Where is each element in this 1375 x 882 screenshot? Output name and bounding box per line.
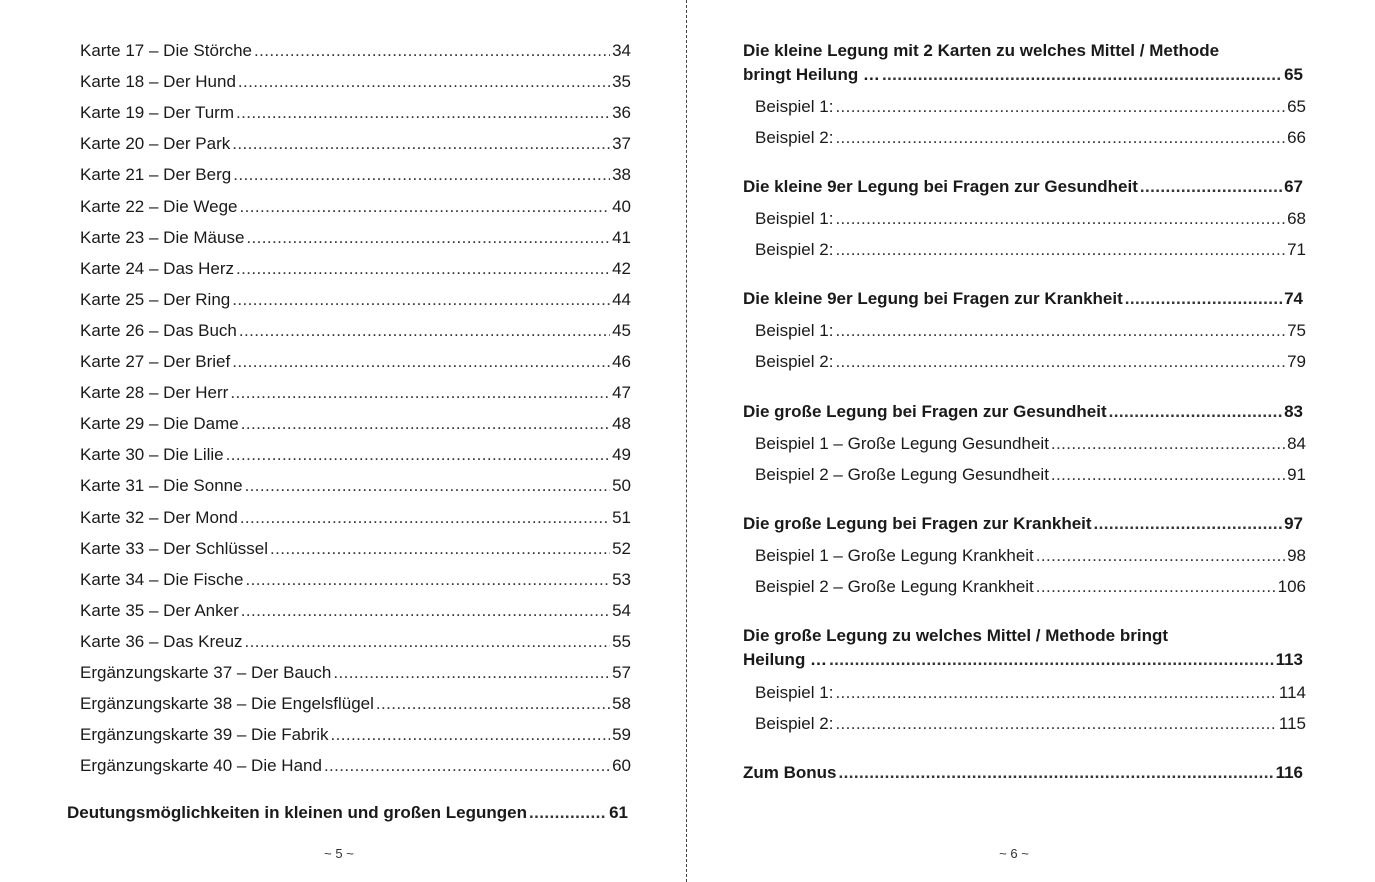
- toc-page-number: 58: [612, 694, 631, 714]
- toc-label: Karte 34 – Die Fische: [80, 569, 244, 589]
- toc-entry-karte[interactable]: [80, 258, 631, 279]
- toc-page-number: 45: [612, 320, 631, 340]
- leader-dots: [835, 320, 1285, 341]
- toc-page-number: 68: [1287, 209, 1306, 228]
- toc-label: Heilung …: [743, 650, 828, 669]
- toc-entry-karte[interactable]: [80, 196, 631, 217]
- toc-page-number: 60: [612, 756, 631, 776]
- toc-label: Beispiel 2 – Große Legung Gesundheit: [755, 465, 1049, 484]
- toc-entry-karte[interactable]: [80, 631, 631, 652]
- leader-dots: [835, 208, 1285, 229]
- toc-label: Karte 28 – Der Herr: [80, 383, 229, 403]
- leader-dots: [1036, 576, 1276, 597]
- leader-dots: [324, 755, 610, 776]
- toc-page-number: 42: [612, 258, 631, 278]
- toc-page-number: 91: [1287, 465, 1306, 484]
- left-page: [0, 0, 686, 882]
- toc-label: Karte 23 – Die Mäuse: [80, 227, 245, 247]
- toc-page-number: 48: [612, 414, 631, 434]
- toc-section-heading[interactable]: [743, 288, 1303, 309]
- leader-dots: [236, 258, 610, 279]
- toc-label: Beispiel 1:: [755, 683, 834, 702]
- toc-label: Beispiel 1:: [755, 321, 834, 340]
- toc-section-heading[interactable]: [743, 40, 1303, 85]
- toc-label: Karte 35 – Der Anker: [80, 600, 239, 620]
- toc-page-number: 65: [1284, 65, 1303, 84]
- toc-entry-beispiel[interactable]: [755, 239, 1306, 260]
- toc-entry-karte[interactable]: [80, 693, 631, 714]
- toc-page-number: 79: [1287, 352, 1306, 371]
- toc-heading-line1: Die große Legung zu welches Mittel / Methode bringt: [743, 626, 1169, 645]
- toc-entry-beispiel[interactable]: [755, 320, 1306, 341]
- toc-label: Beispiel 2:: [755, 240, 834, 259]
- leader-dots: [1094, 513, 1283, 534]
- toc-heading-deutung[interactable]: [67, 802, 628, 823]
- toc-label: Karte 30 – Die Lilie: [80, 445, 224, 465]
- toc-entry-karte[interactable]: [80, 755, 631, 776]
- toc-page-number: 75: [1287, 321, 1306, 340]
- leader-dots: [1140, 176, 1282, 197]
- toc-label: Karte 20 – Der Park: [80, 134, 231, 154]
- leader-dots: [245, 631, 611, 652]
- toc-page-number: 51: [612, 507, 631, 527]
- leader-dots: [241, 600, 610, 621]
- leader-dots: [882, 64, 1282, 85]
- toc-entry-karte[interactable]: [80, 71, 631, 92]
- toc-page-number: 38: [612, 165, 631, 185]
- leader-dots: [238, 71, 610, 92]
- toc-label: Karte 33 – Der Schlüssel: [80, 538, 269, 558]
- leader-dots: [835, 682, 1276, 703]
- toc-label: Beispiel 1:: [755, 97, 834, 116]
- toc-section-heading[interactable]: [743, 625, 1303, 670]
- toc-label: Die große Legung bei Fragen zur Gesundheit: [743, 402, 1107, 421]
- toc-entry-karte[interactable]: [80, 320, 631, 341]
- toc-label: Karte 21 – Der Berg: [80, 165, 232, 185]
- toc-page-number: 50: [612, 476, 631, 496]
- toc-label: bringt Heilung …: [743, 65, 880, 84]
- toc-entry-karte[interactable]: [80, 475, 631, 496]
- leader-dots: [246, 227, 610, 248]
- toc-page-number: 84: [1287, 434, 1306, 453]
- toc-entry-karte[interactable]: [80, 413, 631, 434]
- toc-label: Ergänzungskarte 40 – Die Hand: [80, 756, 322, 776]
- toc-label: Zum Bonus: [743, 763, 837, 782]
- toc-page-number: 49: [612, 445, 631, 465]
- toc-entry-beispiel[interactable]: [755, 682, 1306, 703]
- toc-label: Karte 25 – Der Ring: [80, 289, 231, 309]
- toc-entry-karte[interactable]: [80, 724, 631, 745]
- toc-label: Karte 22 – Die Wege: [80, 196, 238, 216]
- toc-label: Karte 29 – Die Dame: [80, 414, 239, 434]
- toc-label: Beispiel 2:: [755, 714, 834, 733]
- toc-page-number: 57: [612, 663, 631, 682]
- toc-page-number: 116: [1275, 763, 1303, 782]
- leader-dots: [1125, 288, 1282, 309]
- toc-page-number: 71: [1287, 240, 1306, 259]
- toc-entry-beispiel[interactable]: [755, 96, 1306, 117]
- toc-entry-karte[interactable]: [80, 662, 631, 683]
- leader-dots: [1051, 433, 1285, 454]
- toc-page-number: 36: [612, 103, 631, 123]
- leader-dots: [240, 196, 611, 217]
- leader-dots: [245, 475, 611, 496]
- toc-label: Deutungsmöglichkeiten in kleinen und großen Legungen: [67, 803, 527, 822]
- toc-page-number: 53: [612, 569, 631, 589]
- leader-dots: [839, 762, 1274, 783]
- toc-label: Beispiel 1 – Große Legung Krankheit: [755, 546, 1034, 565]
- toc-entry-beispiel[interactable]: [755, 127, 1306, 148]
- toc-page-number: 113: [1275, 650, 1303, 669]
- toc-page-number: 52: [612, 538, 631, 558]
- leader-dots: [1109, 401, 1282, 422]
- toc-entry-karte[interactable]: [80, 569, 631, 590]
- toc-entry-karte[interactable]: [80, 289, 631, 310]
- toc-entry-beispiel[interactable]: [755, 433, 1306, 454]
- toc-label: Beispiel 2 – Große Legung Krankheit: [755, 577, 1034, 596]
- toc-page-number: 114: [1278, 683, 1306, 702]
- leader-dots: [529, 802, 607, 823]
- toc-page-number: 40: [612, 196, 631, 216]
- leader-dots: [254, 40, 610, 61]
- toc-section-heading[interactable]: [743, 401, 1303, 422]
- toc-entry-karte[interactable]: [80, 538, 631, 559]
- toc-label: Karte 31 – Die Sonne: [80, 476, 243, 496]
- leader-dots: [240, 507, 610, 528]
- toc-entry-beispiel[interactable]: [755, 464, 1306, 485]
- toc-entry-karte[interactable]: [80, 40, 631, 61]
- toc-label: Karte 36 – Das Kreuz: [80, 631, 243, 651]
- toc-label: Ergänzungskarte 39 – Die Fabrik: [80, 725, 329, 745]
- toc-page-number: 47: [612, 383, 631, 403]
- toc-entry-karte[interactable]: [80, 164, 631, 185]
- leader-dots: [333, 662, 610, 683]
- toc-section-heading[interactable]: [743, 176, 1303, 197]
- toc-label: Die kleine 9er Legung bei Fragen zur Krankheit: [743, 289, 1123, 308]
- leader-dots: [233, 164, 610, 185]
- toc-label: Die große Legung bei Fragen zur Krankheit: [743, 514, 1092, 533]
- leader-dots: [230, 382, 610, 403]
- leader-dots: [835, 96, 1285, 117]
- toc-page-number: 34: [612, 41, 631, 60]
- leader-dots: [245, 569, 610, 590]
- toc-entry-beispiel[interactable]: [755, 351, 1306, 372]
- leader-dots: [376, 693, 610, 714]
- leader-dots: [232, 351, 610, 372]
- toc-page-number: 59: [612, 725, 631, 745]
- leader-dots: [1051, 464, 1285, 485]
- toc-label: Beispiel 2:: [755, 352, 834, 371]
- leader-dots: [226, 444, 610, 465]
- leader-dots: [835, 713, 1276, 734]
- toc-entry-karte[interactable]: [80, 227, 631, 248]
- toc-label: Karte 17 – Die Störche: [80, 41, 252, 60]
- leader-dots: [236, 102, 610, 123]
- toc-entry-beispiel[interactable]: [755, 576, 1306, 597]
- toc-page-number: 44: [612, 289, 631, 309]
- toc-heading-line1: Die kleine Legung mit 2 Karten zu welches Mittel / Methode: [743, 41, 1220, 60]
- page-number: ~ 6 ~: [999, 846, 1029, 861]
- toc-entry-beispiel[interactable]: [755, 208, 1306, 229]
- toc-entry-karte[interactable]: [80, 133, 631, 154]
- toc-page-number: 41: [612, 227, 631, 247]
- toc-entry-karte[interactable]: [80, 507, 631, 528]
- leader-dots: [241, 413, 610, 434]
- leader-dots: [232, 133, 610, 154]
- toc-page-number: 83: [1284, 402, 1303, 421]
- toc-label: Karte 32 – Der Mond: [80, 507, 238, 527]
- toc-entry-beispiel[interactable]: [755, 545, 1306, 566]
- toc-page-number: 54: [612, 600, 631, 620]
- toc-label: Beispiel 1 – Große Legung Gesundheit: [755, 434, 1049, 453]
- leader-dots: [239, 320, 610, 341]
- toc-page-number: 37: [612, 134, 631, 154]
- toc-page-number: 106: [1277, 577, 1306, 596]
- toc-entry-karte[interactable]: [80, 600, 631, 621]
- toc-label: Karte 24 – Das Herz: [80, 258, 235, 278]
- leader-dots: [1036, 545, 1285, 566]
- leader-dots: [835, 127, 1285, 148]
- leader-dots: [835, 239, 1285, 260]
- toc-label: Beispiel 1:: [755, 209, 834, 228]
- toc-section-heading[interactable]: [743, 513, 1303, 534]
- toc-label: Ergänzungskarte 38 – Die Engelsflügel: [80, 694, 374, 714]
- toc-page-number: 98: [1287, 546, 1306, 565]
- toc-label: Ergänzungskarte 37 – Der Bauch: [80, 663, 332, 682]
- toc-entry-karte[interactable]: [80, 382, 631, 403]
- leader-dots: [270, 538, 610, 559]
- toc-label: Karte 26 – Das Buch: [80, 320, 237, 340]
- toc-page-number: 61: [609, 803, 628, 822]
- toc-entry-karte[interactable]: [80, 102, 631, 123]
- toc-label: Karte 18 – Der Hund: [80, 72, 236, 92]
- leader-dots: [835, 351, 1285, 372]
- toc-entry-karte[interactable]: [80, 351, 631, 372]
- page-divider: [686, 0, 687, 882]
- right-page: [690, 0, 1375, 882]
- toc-page-number: 74: [1284, 289, 1303, 308]
- toc-page-number: 66: [1287, 128, 1306, 147]
- toc-label: Beispiel 2:: [755, 128, 834, 147]
- toc-label: Die kleine 9er Legung bei Fragen zur Gesundheit: [743, 177, 1138, 196]
- leader-dots: [232, 289, 610, 310]
- toc-label: Karte 27 – Der Brief: [80, 352, 231, 371]
- toc-page-number: 67: [1284, 177, 1303, 196]
- toc-entry-beispiel[interactable]: [755, 713, 1306, 734]
- toc-section-heading[interactable]: [743, 762, 1303, 783]
- toc-page-number: 65: [1287, 97, 1306, 116]
- toc-label: Karte 19 – Der Turm: [80, 103, 235, 123]
- leader-dots: [829, 649, 1274, 670]
- toc-entry-karte[interactable]: [80, 444, 631, 465]
- toc-page-number: 115: [1278, 714, 1306, 733]
- page-number: ~ 5 ~: [324, 846, 354, 861]
- toc-page-number: 35: [612, 72, 631, 92]
- toc-page-number: 97: [1284, 514, 1303, 533]
- toc-page-number: 55: [612, 631, 631, 651]
- leader-dots: [331, 724, 611, 745]
- toc-page-number: 46: [612, 352, 631, 371]
